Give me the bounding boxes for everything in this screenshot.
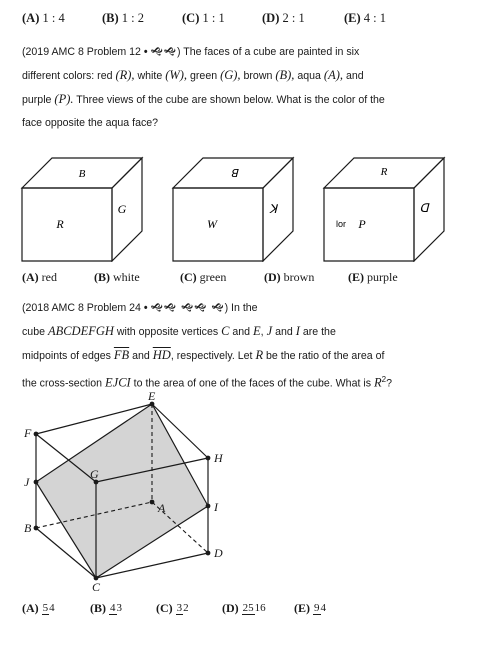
label-h: H xyxy=(214,451,223,465)
cross-section-fill xyxy=(36,404,208,578)
vertex-h-dot xyxy=(206,456,211,461)
problem-12-choices xyxy=(22,270,398,285)
choice-d: (D) 2 : 1 xyxy=(262,11,305,25)
cube3-top-label: R xyxy=(380,166,388,178)
vertex-f-dot xyxy=(34,432,39,437)
label-f: F xyxy=(24,426,32,440)
cube2-front-face xyxy=(173,188,263,261)
cube1-side-face xyxy=(112,158,142,261)
choice-c: (C) 1 : 1 xyxy=(182,11,225,25)
cube2-side-label: ꓘ xyxy=(269,202,277,216)
p24-choice-b: (B) 43 xyxy=(90,601,122,615)
problem-24-line-3: midpoints of edges $\overline{FB}$ and $\overline{HD}$, respectively. Let R be the ratio of the area of xyxy=(22,348,385,362)
label-a: A xyxy=(158,501,166,515)
cube1-front-face xyxy=(22,188,112,261)
p12-choice-c: (C) green xyxy=(180,270,227,284)
cube3-side-label: ᗡ xyxy=(419,201,429,215)
p24-choice-c: (C) 32 xyxy=(156,601,189,615)
problem-24-line-4: the cross-section EJCI to the area of one of the faces of the cube. What is $R^2$? xyxy=(22,375,392,390)
choice-e: (E) 4 : 1 xyxy=(344,11,387,25)
label-e: E xyxy=(148,390,156,403)
label-i: I xyxy=(214,500,218,514)
label-g: G xyxy=(90,467,99,481)
problem-12-line-2: different colors: red (R), white (W), green (G), brown (B), aqua (A), and xyxy=(22,68,364,82)
cube-views-figure xyxy=(0,150,482,262)
cube2-side-face xyxy=(263,158,293,261)
vertex-i-dot xyxy=(206,504,211,509)
choice-a: (A) 1 : 4 xyxy=(22,11,65,25)
p24-choice-d: (D) 2516 xyxy=(222,601,266,615)
cube3-front-prefix: lor xyxy=(336,219,347,229)
p24-choice-a: (A) 54 xyxy=(22,601,55,615)
problem-24-line-2: cube ABCDEFGH with opposite vertices C and E, J and I are the xyxy=(22,324,336,338)
problem-12-line-4: face opposite the aqua face? xyxy=(22,117,159,129)
problem-24-text xyxy=(22,297,470,396)
p12-choice-d: (D) brown xyxy=(264,270,315,284)
problem-12-line-3: purple (P). Three views of the cube are shown below. What is the color of the xyxy=(22,92,385,106)
cube3-front-label: P xyxy=(358,217,366,231)
label-b: B xyxy=(24,521,32,535)
vertex-a-dot xyxy=(150,500,155,505)
label-d: D xyxy=(214,546,223,560)
choice-b: (B) 1 : 2 xyxy=(102,11,145,25)
label-c: C xyxy=(92,580,101,594)
p24-choice-e: (E) 94 xyxy=(294,601,326,615)
vertex-j-dot xyxy=(34,480,39,485)
top-answer-choices xyxy=(22,11,386,26)
label-j: J xyxy=(24,475,30,489)
cube1-front-label: R xyxy=(56,217,64,231)
problem-12-text xyxy=(22,41,470,135)
difficulty-bell-icon: 🙝🙝 🙝🙝 🙝 xyxy=(150,302,225,314)
difficulty-bell-icon: 🙝🙝 xyxy=(150,46,177,58)
problem-24-line-1: (2018 AMC 8 Problem 24 • 🙝🙝 🙝🙝 🙝) In the xyxy=(22,297,470,320)
p12-choice-b: (B) white xyxy=(94,270,140,284)
cube1-side-label: G xyxy=(117,202,127,216)
cube2-front-label: W xyxy=(207,217,217,231)
vertex-b-dot xyxy=(34,526,39,531)
p12-choice-a: (A) red xyxy=(22,270,57,284)
cube2-top-label: ꓭ xyxy=(230,168,238,180)
cube-cross-section-figure xyxy=(0,390,482,600)
cube1-top-label: B xyxy=(78,168,86,180)
problem-24-choices xyxy=(22,601,326,616)
vertex-d-dot xyxy=(206,551,211,556)
p12-choice-e: (E) purple xyxy=(348,270,398,284)
problem-12-line-1: (2019 AMC 8 Problem 12 • 🙝🙝) The faces of a cube are painted in six xyxy=(22,41,470,64)
